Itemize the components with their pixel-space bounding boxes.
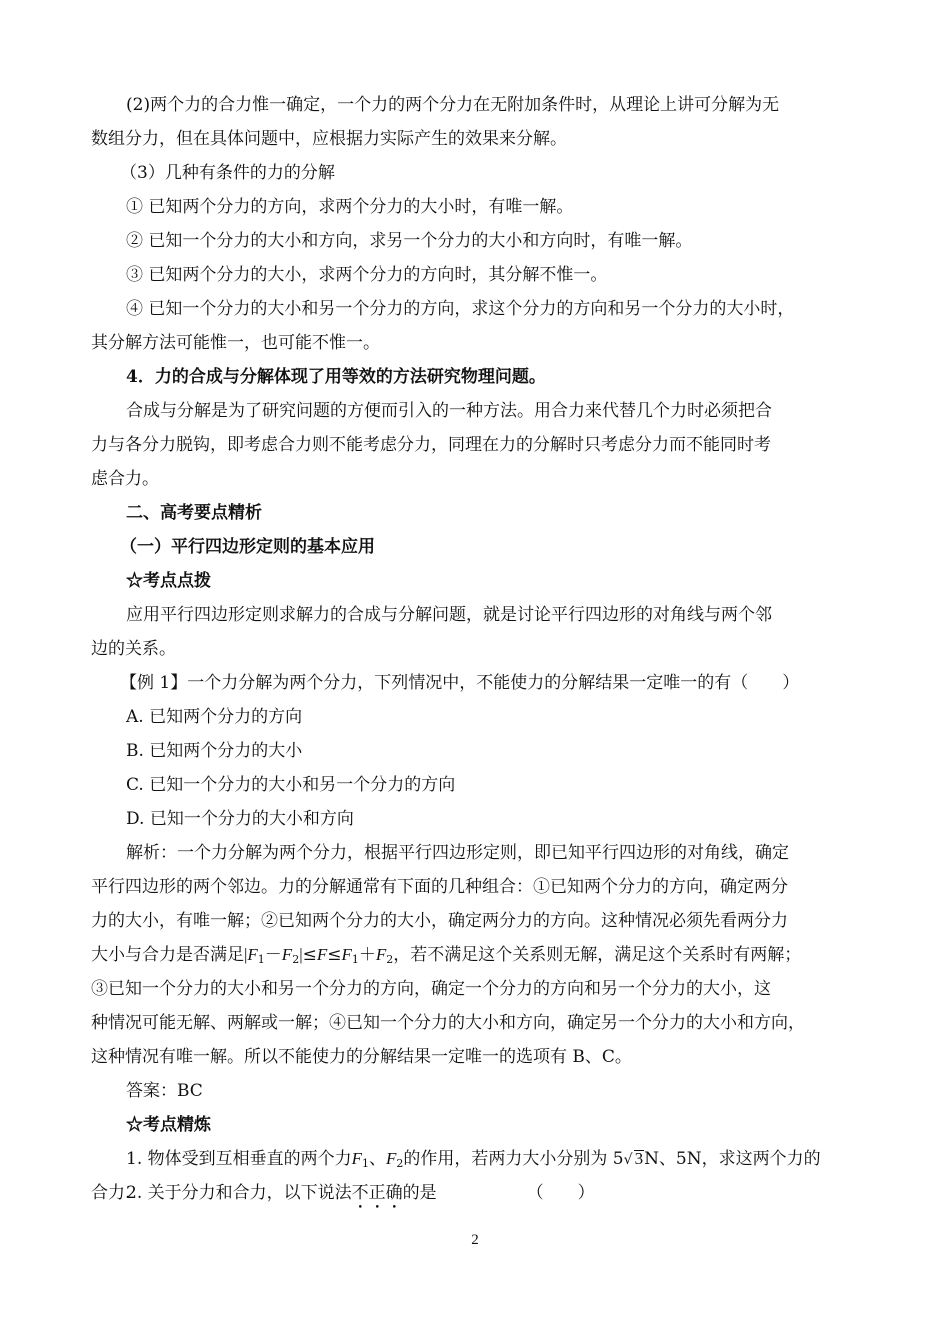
solution-line: 平行四边形的两个邻边。力的分解通常有下面的几种组合：①已知两个分力的方向，确定两分	[91, 877, 788, 897]
paragraph-line: 虑合力。	[91, 469, 159, 489]
paragraph-line: 数组分力，但在具体问题中，应根据力实际产生的效果来分解。	[91, 129, 567, 149]
answer: 答案：BC	[126, 1081, 203, 1101]
solution-line: 种情况可能无解、两解或一解；④已知一个分力的大小和方向，确定另一个分力的大小和方向，	[91, 1013, 805, 1033]
paragraph-line: 合成与分解是为了研究问题的方便而引入的一种方法。用合力来代替几个力时必须把合	[126, 401, 772, 421]
solution-line: 这种情况有唯一解。所以不能使力的分解结果一定唯一的选项有 B、C。	[91, 1047, 632, 1067]
list-item: ① 已知两个分力的方向，求两个分力的大小时，有唯一解。	[126, 197, 574, 217]
section-heading: 4．力的合成与分解体现了用等效的方法研究物理问题。	[126, 367, 546, 387]
text-segment: N、5N，求这两个力的	[644, 1149, 821, 1169]
list-item: ③ 已知两个分力的大小，求两个分力的方向时，其分解不惟一。	[126, 265, 608, 285]
sqrt-three: √ 3	[623, 1149, 644, 1168]
text-segment: 1. 物体受到互相垂直的两个力	[126, 1149, 352, 1169]
topic-heading: ☆考点点拨	[126, 571, 211, 591]
option-b: B. 已知两个分力的大小	[126, 741, 303, 761]
solution-line: 解析：一个力分解为两个分力，根据平行四边形定则，即已知平行四边形的对角线，确定	[126, 843, 789, 863]
paragraph-line: 其分解方法可能惟一，也可能不惟一。	[91, 333, 380, 353]
subsection-heading: （一）平行四边形定则的基本应用	[120, 537, 375, 557]
text-segment: 2. 关于分力和合力，以下说法	[126, 1183, 352, 1203]
subheading: （3）几种有条件的力的分解	[120, 163, 335, 183]
paragraph-line: 边的关系。	[91, 639, 176, 659]
option-d: D. 已知一个分力的大小和方向	[126, 809, 354, 829]
formula-force-range: $|F_1-F_2|\le F\le F_1+F_2$	[244, 945, 394, 966]
section-heading: 二、高考要点精析	[126, 503, 262, 523]
paragraph-line: 应用平行四边形定则求解力的合成与分解问题，就是讨论平行四边形的对角线与两个邻	[126, 605, 772, 625]
answer-blank: （ ）	[526, 1183, 595, 1203]
option-c: C. 已知一个分力的大小和另一个分力的方向	[126, 775, 456, 795]
list-item: ④ 已知一个分力的大小和另一个分力的方向，求这个分力的方向和另一个分力的大小时，	[126, 299, 795, 319]
option-a: A. 已知两个分力的方向	[126, 707, 303, 727]
solution-line: ③已知一个分力的大小和另一个分力的方向，确定一个分力的方向和另一个分力的大小，这	[91, 979, 771, 999]
list-item: ② 已知一个分力的大小和方向，求另一个分力的大小和方向时，有唯一解。	[126, 231, 693, 251]
text-segment: 的作用，若两力大小分别为 5	[403, 1149, 624, 1169]
exercise-line	[126, 1182, 871, 1213]
text-segment: ，若不满足这个关系则无解，满足这个关系时有两解；	[393, 945, 802, 965]
exercise-line: 合力.	[91, 1183, 131, 1203]
formula-forces: $F_1$、$F_2$	[351, 1149, 404, 1170]
paragraph-line: 力与各分力脱钩，即考虑合力则不能考虑分力，同理在力的分解时只考虑分力而不能同时考	[91, 435, 771, 455]
solution-line: 力的大小，有唯一解；②已知两个分力的大小，确定两分力的方向。这种情况必须先看两分力	[91, 911, 788, 931]
emphasis-text: 不正确	[351, 1183, 403, 1203]
text-segment: 的是	[402, 1183, 437, 1203]
topic-heading: ☆考点精炼	[126, 1115, 211, 1135]
exercise-line	[126, 1148, 871, 1171]
solution-line	[91, 944, 871, 966]
page-number: 2	[471, 1232, 479, 1248]
paragraph-line: (2)两个力的合力惟一确定，一个力的两个分力在无附加条件时，从理论上讲可分解为无	[126, 95, 780, 115]
example-question: 【例 1】一个力分解为两个分力，下列情况中，不能使力的分解结果一定唯一的有（ ）	[120, 673, 800, 693]
text-segment: 大小与合力是否满足	[91, 945, 244, 965]
